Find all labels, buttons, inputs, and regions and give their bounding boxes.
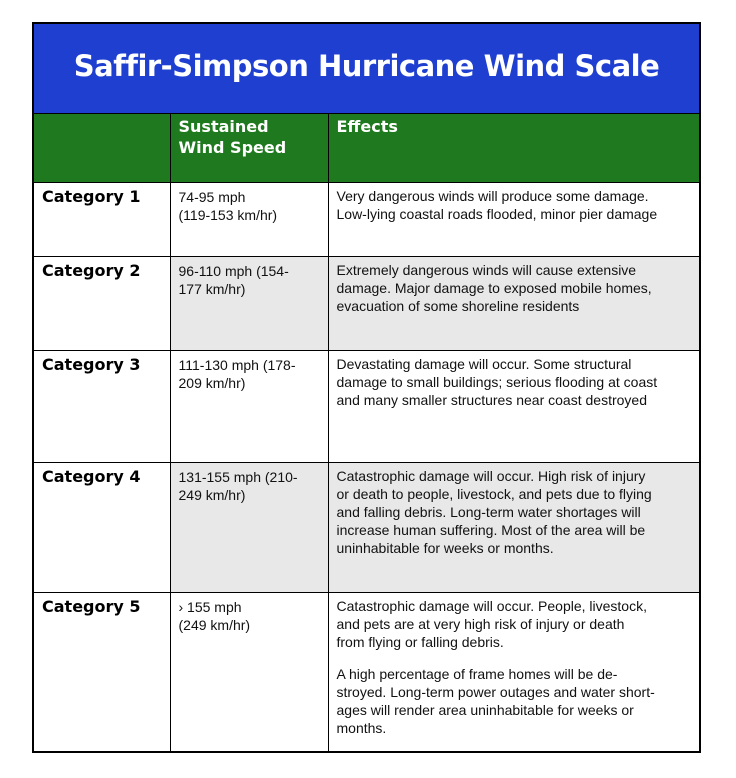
table-row xyxy=(33,257,700,351)
wind-speed-line: 249 km/hr) xyxy=(178,487,246,503)
effects-line: Catastrophic damage will occur. People, livestock, xyxy=(336,598,647,614)
effects-line: damage to small buildings; serious flooding at coast xyxy=(336,374,658,390)
category-label: Category 1 xyxy=(33,183,170,257)
header-row xyxy=(33,114,700,183)
wind-speed-line: 96-110 mph (154- xyxy=(178,263,289,279)
effects-line: ages will render area uninhabitable for weeks or xyxy=(336,702,634,718)
effects-line: Extremely dangerous winds will cause extensive xyxy=(336,262,637,278)
wind-speed-cell xyxy=(170,351,328,463)
effects-cell xyxy=(328,463,700,593)
effects-line: months. xyxy=(336,720,387,736)
wind-speed-line: › 155 mph xyxy=(178,599,242,615)
table-title: Saffir-Simpson Hurricane Wind Scale xyxy=(33,23,700,114)
effects-line: Low-lying coastal roads flooded, minor pier damage xyxy=(336,206,658,222)
wind-speed-line: 131-155 mph (210- xyxy=(178,469,298,485)
category-label: Category 2 xyxy=(33,257,170,351)
category-label: Category 3 xyxy=(33,351,170,463)
wind-speed-line: 177 km/hr) xyxy=(178,281,246,297)
effects-line: Very dangerous winds will produce some damage. xyxy=(336,188,649,204)
effects-cell xyxy=(328,351,700,463)
effects-line: from flying or falling debris. xyxy=(336,634,504,650)
table-row xyxy=(33,593,700,753)
effects-line: and many smaller structures near coast destroyed xyxy=(336,392,647,408)
header-effects: Effects xyxy=(328,114,700,183)
category-label: Category 5 xyxy=(33,593,170,753)
header-wind-speed: Sustained Wind Speed xyxy=(170,114,328,183)
table-row xyxy=(33,183,700,257)
effects-line: evacuation of some shoreline residents xyxy=(336,298,580,314)
effects-paragraph xyxy=(337,597,692,651)
effects-line: stroyed. Long-term power outages and water short- xyxy=(336,684,655,700)
effects-line: and falling debris. Long-term water shortages will xyxy=(336,504,641,520)
effects-line: or death to people, livestock, and pets due to flying xyxy=(336,486,652,502)
wind-speed-cell xyxy=(170,593,328,753)
effects-line: increase human suffering. Most of the area will be xyxy=(336,522,646,538)
effects-line: and pets are at very high risk of injury or death xyxy=(336,616,625,632)
effects-line: uninhabitable for weeks or months. xyxy=(336,540,554,556)
effects-cell xyxy=(328,183,700,257)
effects-paragraph xyxy=(337,665,692,737)
wind-speed-cell xyxy=(170,183,328,257)
wind-speed-line: 74-95 mph xyxy=(178,189,246,205)
effects-line: Catastrophic damage will occur. High risk of injury xyxy=(336,468,646,484)
wind-speed-line: 111-130 mph (178- xyxy=(178,357,296,373)
wind-speed-cell xyxy=(170,463,328,593)
effects-line: Devastating damage will occur. Some structural xyxy=(336,356,632,372)
title-row xyxy=(33,23,700,114)
table-row xyxy=(33,463,700,593)
wind-speed-line: 209 km/hr) xyxy=(178,375,246,391)
effects-cell xyxy=(328,257,700,351)
effects-line: damage. Major damage to exposed mobile homes, xyxy=(336,280,652,296)
hurricane-scale-table xyxy=(32,22,701,753)
category-label: Category 4 xyxy=(33,463,170,593)
table-row xyxy=(33,351,700,463)
wind-speed-line: (119-153 km/hr) xyxy=(178,207,278,223)
wind-speed-cell xyxy=(170,257,328,351)
wind-speed-line: (249 km/hr) xyxy=(178,617,251,633)
effects-line: A high percentage of frame homes will be de- xyxy=(336,666,618,682)
header-blank xyxy=(33,114,170,183)
effects-cell xyxy=(328,593,700,753)
